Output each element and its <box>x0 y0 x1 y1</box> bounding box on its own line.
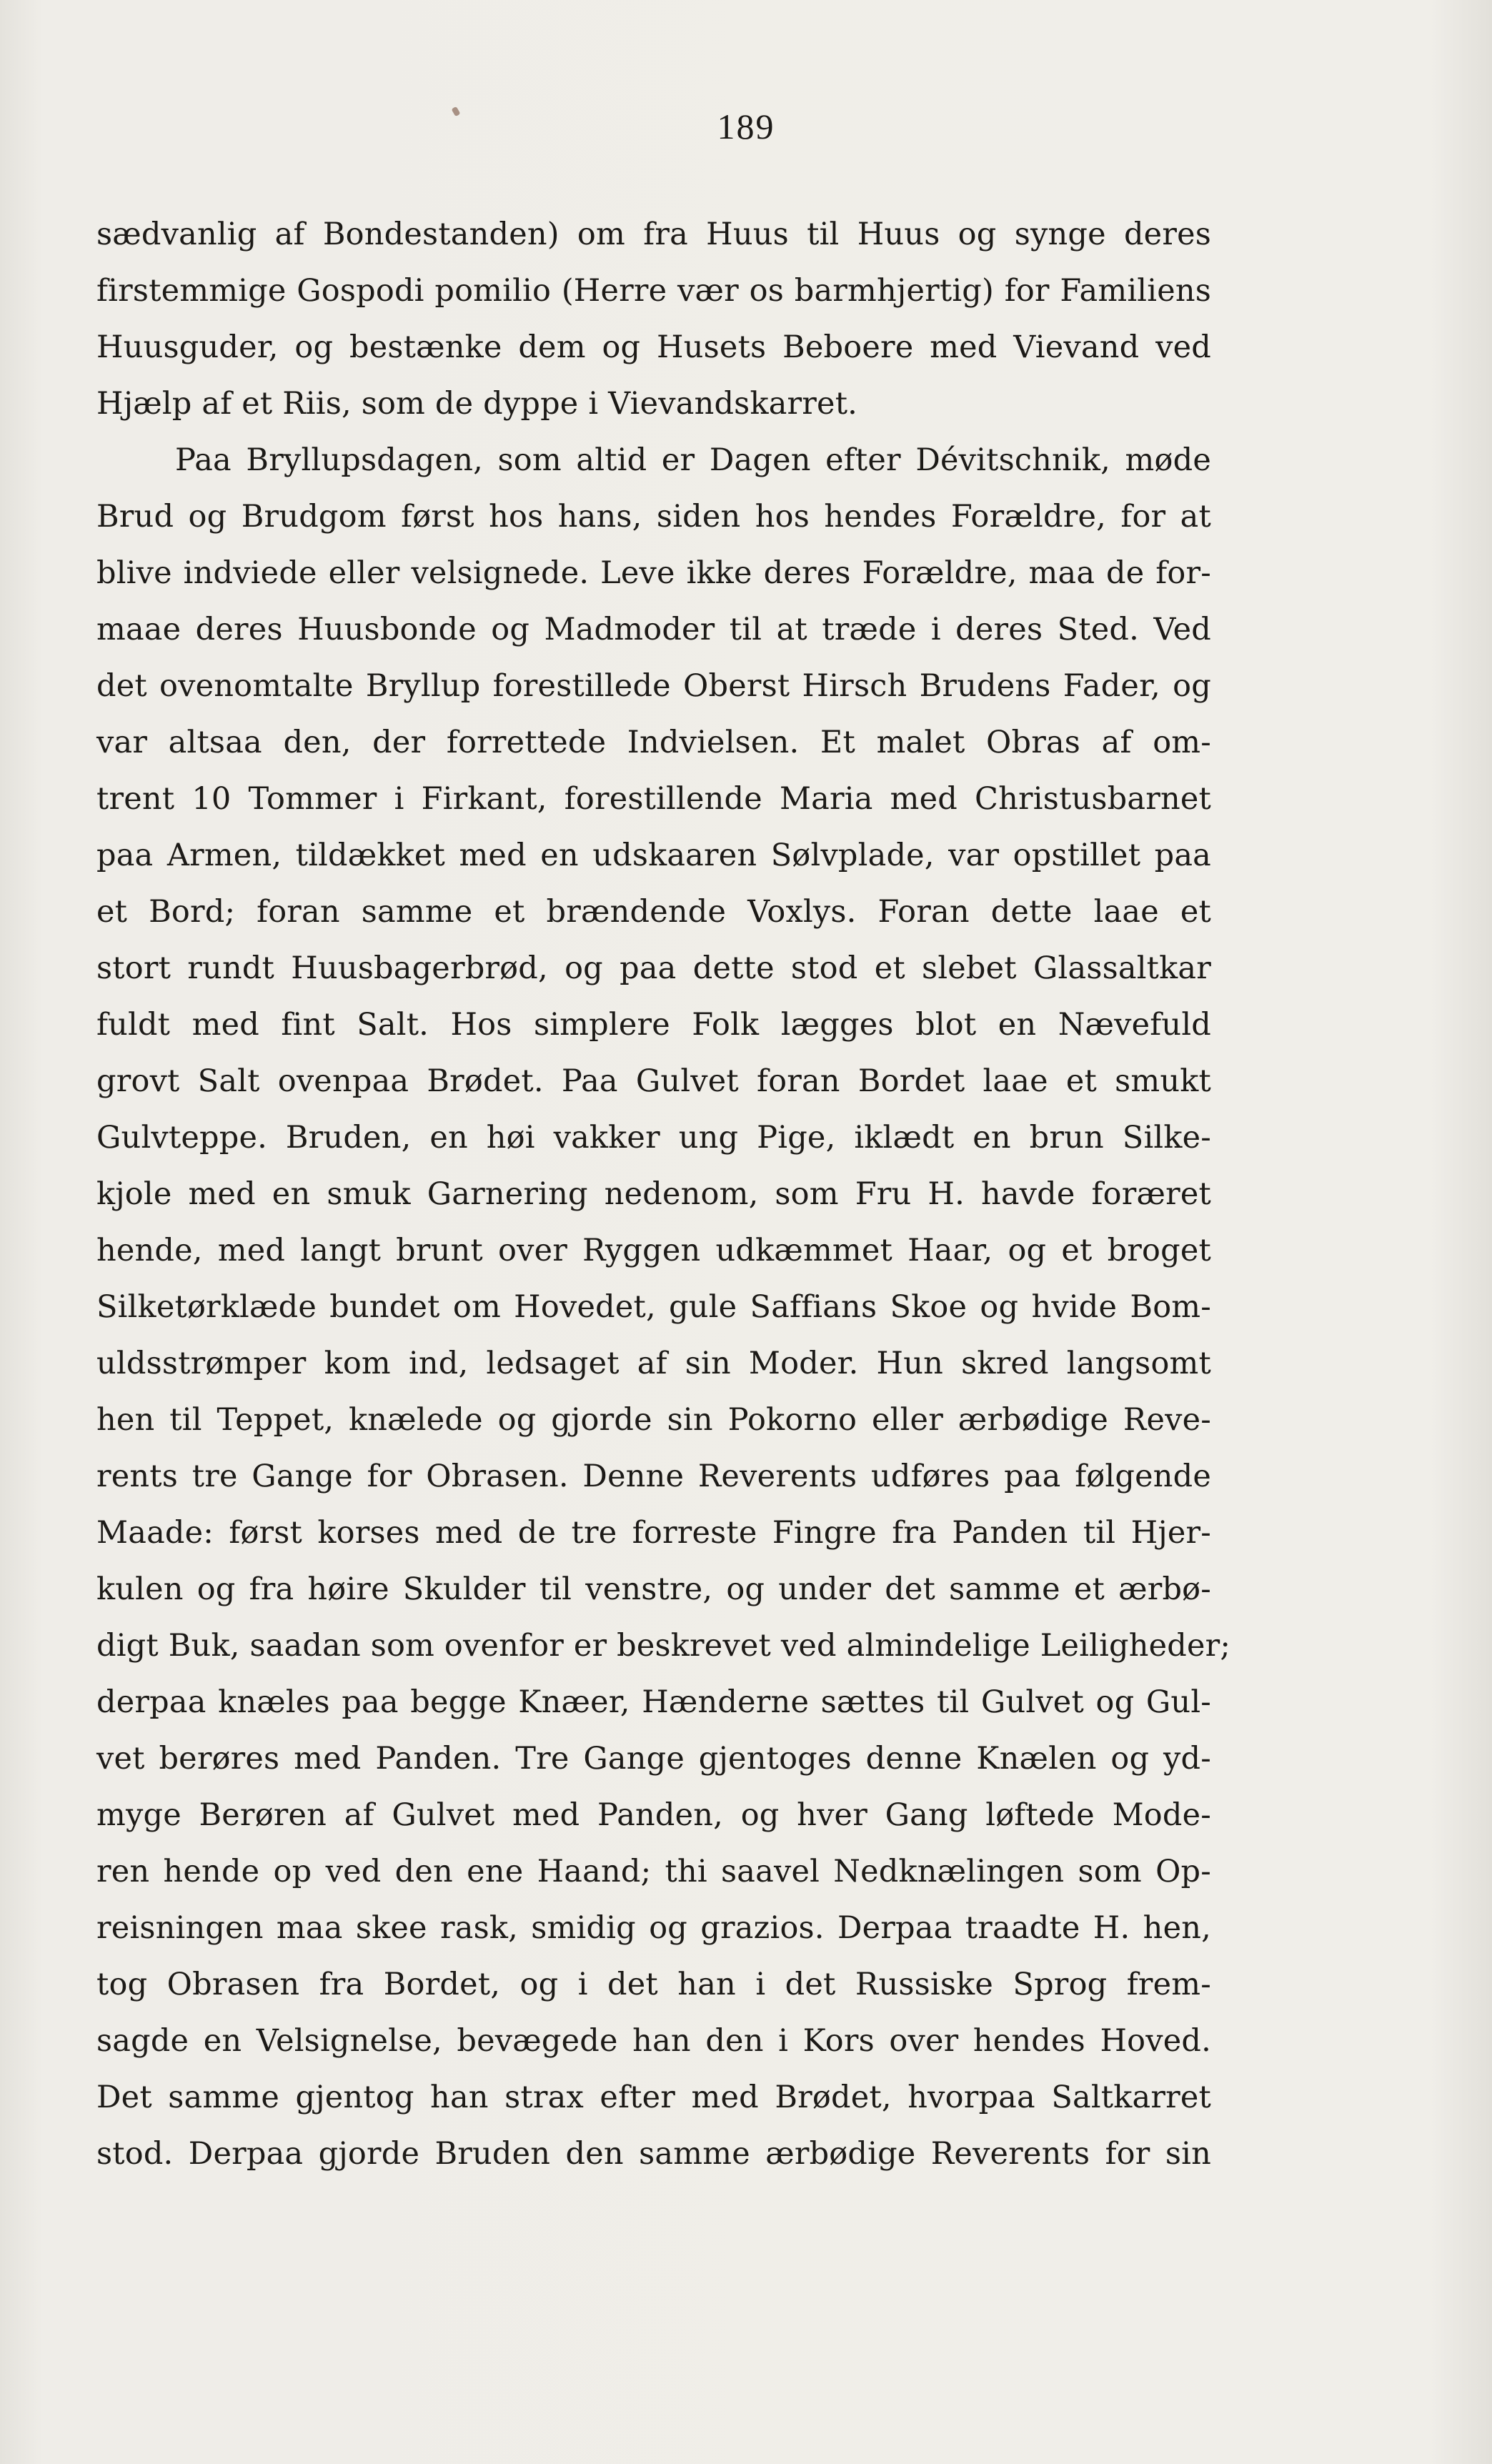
text-line: Paa Bryllupsdagen, som altid er Dagen efter Dévitschnik, møde <box>175 442 1211 478</box>
text-line: sagde en Velsignelse, bevægede han den i Kors over hendes Hoved. <box>96 2023 1211 2059</box>
text-line: Maade: først korses med de tre forreste Fingre fra Panden til Hjer- <box>96 1515 1211 1551</box>
text-line: derpaa knæles paa begge Knæer, Hænderne sættes til Gulvet og Gul- <box>96 1684 1211 1720</box>
text-line: Brud og Brudgom først hos hans, siden hos hendes Forældre, for at <box>96 499 1211 535</box>
text-line: rents tre Gange for Obrasen. Denne Reverents udføres paa følgende <box>96 1459 1211 1494</box>
text-line: Hjælp af et Riis, som de dyppe i Vievandskarret. <box>96 386 858 422</box>
text-line: hende, med langt brunt over Ryggen udkæmmet Haar, og et broget <box>96 1233 1211 1268</box>
text-line: Silketørklæde bundet om Hovedet, gule Saffians Skoe og hvide Bom- <box>96 1289 1211 1325</box>
page-number: 189 <box>717 106 775 146</box>
text-line: blive indviede eller velsignede. Leve ikke deres Forældre, maa de for- <box>96 555 1211 591</box>
text-line: Gulvteppe. Bruden, en høi vakker ung Pige, iklædt en brun Silke- <box>96 1120 1211 1156</box>
text-line: kjole med en smuk Garnering nedenom, som Fru H. havde foræret <box>96 1176 1211 1212</box>
text-line: reisningen maa skee rask, smidig og grazios. Derpaa traadte H. hen, <box>96 1910 1211 1946</box>
text-line: stort rundt Huusbagerbrød, og paa dette stod et slebet Glassaltkar <box>96 950 1211 986</box>
text-line: det ovenomtalte Bryllup forestillede Oberst Hirsch Brudens Fader, og <box>96 668 1211 704</box>
text-line: et Bord; foran samme et brændende Voxlys. Foran dette laae et <box>96 894 1211 930</box>
text-line: digt Buk, saadan som ovenfor er beskrevet ved almindelige Leiligheder; <box>96 1628 1231 1664</box>
text-line: fuldt med fint Salt. Hos simplere Folk lægges blot en Nævefuld <box>96 1007 1211 1043</box>
text-line: Det samme gjentog han strax efter med Brødet, hvorpaa Saltkarret <box>96 2080 1211 2115</box>
text-line: trent 10 Tommer i Firkant, forestillende Maria med Christusbarnet <box>96 781 1211 817</box>
text-line: paa Armen, tildækket med en udskaaren Sølvplade, var opstillet paa <box>96 838 1211 873</box>
text-line: tog Obrasen fra Bordet, og i det han i det Russiske Sprog frem- <box>96 1967 1211 2002</box>
text-line: kulen og fra høire Skulder til venstre, og under det samme et ærbø- <box>96 1571 1211 1607</box>
text-line: firstemmige Gospodi pomilio (Herre vær os barmhjertig) for Familiens <box>96 273 1211 309</box>
text-line: Huusguder, og bestænke dem og Husets Beboere med Vievand ved <box>96 329 1211 365</box>
text-line: ren hende op ved den ene Haand; thi saavel Nedknælingen som Op- <box>96 1854 1211 1889</box>
text-line: stod. Derpaa gjorde Bruden den samme ærbødige Reverents for sin <box>96 2136 1211 2172</box>
text-line: var altsaa den, der forrettede Indvielsen. Et malet Obras af om- <box>96 725 1211 760</box>
text-line: maae deres Huusbonde og Madmoder til at træde i deres Sted. Ved <box>96 612 1211 647</box>
text-line: sædvanlig af Bondestanden) om fra Huus til Huus og synge deres <box>96 217 1211 252</box>
text-line: grovt Salt ovenpaa Brødet. Paa Gulvet foran Bordet laae et smukt <box>96 1063 1211 1099</box>
text-line: myge Berøren af Gulvet med Panden, og hver Gang løftede Mode- <box>96 1797 1211 1833</box>
text-line: hen til Teppet, knælede og gjorde sin Pokorno eller ærbødige Reve- <box>96 1402 1211 1438</box>
text-line: uldsstrømper kom ind, ledsaget af sin Moder. Hun skred langsomt <box>96 1346 1211 1381</box>
text-line: vet berøres med Panden. Tre Gange gjentoges denne Knælen og yd- <box>96 1741 1211 1777</box>
